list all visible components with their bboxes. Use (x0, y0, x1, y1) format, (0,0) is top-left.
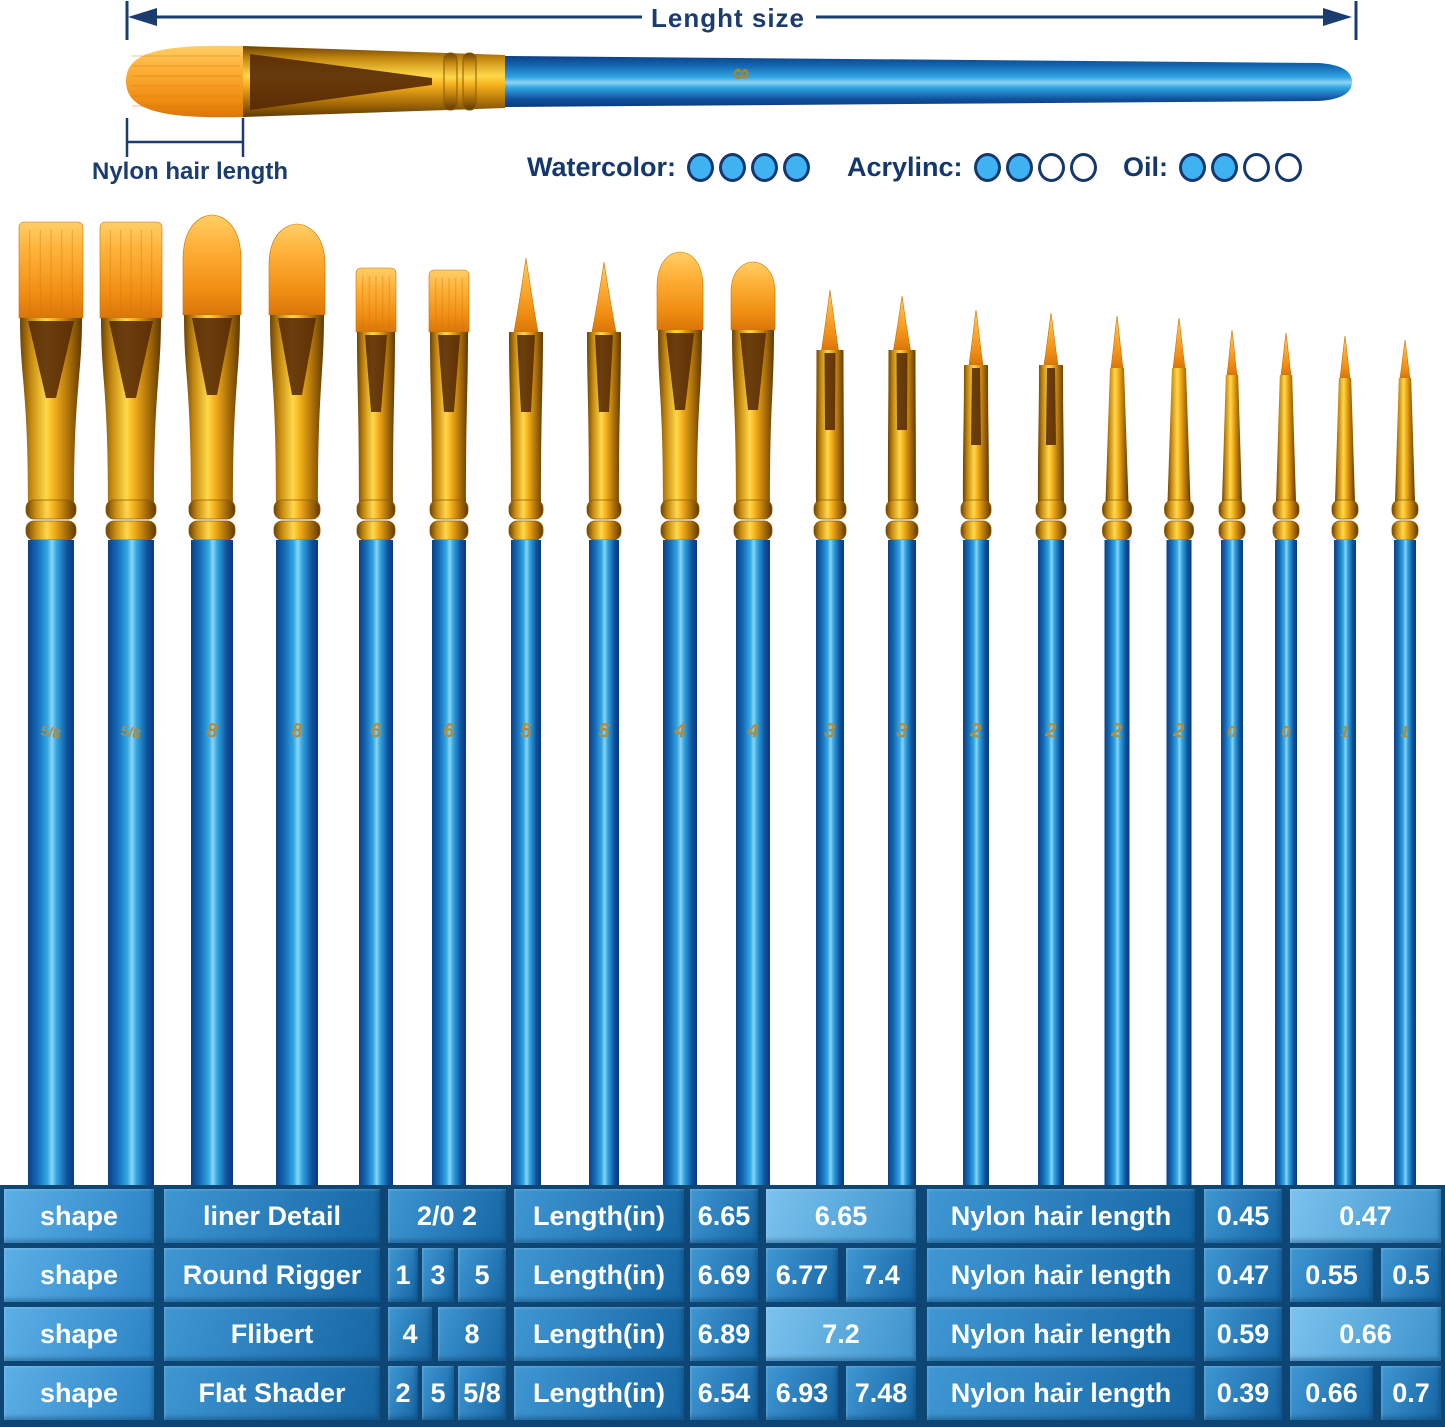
brush-size-label: 2 (1171, 719, 1187, 743)
row-3-length-label: Length(in) (514, 1366, 684, 1420)
brush-size-label: 0 (1225, 723, 1238, 742)
row-2-nylon-0: 0.59 (1204, 1307, 1282, 1361)
paint-rating-dot-empty (1243, 153, 1270, 182)
row-3-nylon-label: Nylon hair length (927, 1366, 1195, 1420)
row-3-nylon-0: 0.39 (1204, 1366, 1282, 1420)
rating-watercolor (527, 152, 810, 183)
paint-rating-dot-empty (1275, 153, 1302, 182)
row-1-nylon-1: 0.55 (1290, 1248, 1373, 1302)
brush-size-label: 2 (1109, 719, 1125, 743)
brush-9-filbert (657, 252, 703, 1189)
paint-rating-dot-filled (1211, 153, 1238, 182)
row-0-length-0: 6.65 (690, 1189, 758, 1243)
brush-10-filbert (731, 262, 775, 1189)
row-3-size-1: 5 (422, 1366, 454, 1420)
nylon-hair-bracket (127, 118, 243, 157)
paint-rating-dot-filled (719, 153, 746, 182)
brush-4-filbert (269, 224, 325, 1189)
brush-size-label: 4 (672, 719, 688, 743)
row-1-nylon-2: 0.5 (1381, 1248, 1441, 1302)
row-2-size-1: 8 (438, 1307, 506, 1361)
brush-11-round (814, 290, 846, 1189)
row-1-size-1: 3 (422, 1248, 454, 1302)
brush-20-liner (1392, 340, 1418, 1189)
row-2-size-0: 4 (388, 1307, 432, 1361)
brush-size-label: 1 (1338, 723, 1351, 742)
row-0-length-1: 6.65 (766, 1189, 916, 1243)
row-3-nylon-1: 0.66 (1290, 1366, 1373, 1420)
row-1-nylon-0: 0.47 (1204, 1248, 1282, 1302)
brush-5-flat (356, 268, 396, 1189)
row-0-shape-label: shape (4, 1189, 154, 1243)
brush-14-round (1036, 313, 1066, 1189)
brush-12-round (886, 296, 918, 1189)
row-2-length-0: 6.89 (690, 1307, 758, 1361)
brush-7-round (509, 258, 543, 1189)
row-3-nylon-2: 0.7 (1381, 1366, 1441, 1420)
row-1-length-1: 6.77 (766, 1248, 838, 1302)
brush-17-liner (1219, 330, 1245, 1189)
brush-1-flat (19, 222, 83, 1189)
row-2-nylon-1: 0.66 (1290, 1307, 1441, 1361)
rating-label: Acrylinc: (847, 152, 963, 182)
rating-acrylinc (847, 152, 1097, 183)
brush-size-label: 6 (368, 719, 384, 743)
brush-size-label: 5/8 (39, 722, 62, 742)
brush-size-label: 8 (289, 719, 305, 743)
brush-size-label: 4 (745, 719, 761, 743)
brush-size-label: 2 (1043, 719, 1059, 743)
paint-rating-dot-empty (1038, 153, 1065, 182)
brush-size-label: 6 (441, 719, 457, 743)
row-1-length-2: 7.4 (846, 1248, 916, 1302)
brush-size-label: 3 (894, 719, 910, 743)
brush-19-liner (1332, 336, 1358, 1189)
brush-18-liner (1273, 333, 1299, 1189)
spec-table (0, 1185, 1445, 1427)
rating-label: Oil: (1123, 152, 1168, 182)
row-3-shape-name: Flat Shader (164, 1366, 380, 1420)
row-0-shape-name: liner Detail (164, 1189, 380, 1243)
rating-oil (1123, 152, 1302, 183)
brush-size-label: 8 (204, 719, 220, 743)
row-1-nylon-label: Nylon hair length (927, 1248, 1195, 1302)
row-2-length-1: 7.2 (766, 1307, 916, 1361)
paint-rating-dot-filled (974, 153, 1001, 182)
brush-13-round (961, 310, 991, 1189)
brush-8-round (587, 262, 621, 1189)
paint-rating-dot-filled (1006, 153, 1033, 182)
row-0-nylon-label: Nylon hair length (927, 1189, 1195, 1243)
row-3-size-0: 2 (388, 1366, 418, 1420)
brush-size-label: 3 (822, 719, 838, 743)
row-2-shape-label: shape (4, 1307, 154, 1361)
row-1-length-label: Length(in) (514, 1248, 684, 1302)
row-3-length-1: 6.93 (766, 1366, 838, 1420)
rating-label: Watercolor: (527, 152, 677, 182)
brush-size-label: 5 (518, 719, 534, 743)
row-3-length-0: 6.54 (690, 1366, 758, 1420)
row-1-shape-label: shape (4, 1248, 154, 1302)
row-0-length-label: Length(in) (514, 1189, 684, 1243)
paint-rating-dot-empty (1070, 153, 1097, 182)
row-0-nylon-1: 0.47 (1290, 1189, 1441, 1243)
row-0-nylon-0: 0.45 (1204, 1189, 1282, 1243)
paint-rating-dot-filled (687, 153, 714, 182)
brush-size-label: 0 (1279, 723, 1292, 742)
row-3-size-2: 5/8 (458, 1366, 506, 1420)
brush-3-filbert (183, 215, 241, 1189)
length-size-label: Lenght size (650, 3, 805, 33)
nylon-hair-length-label: Nylon hair length (91, 158, 288, 185)
brush-size-label: 1 (1398, 723, 1411, 742)
brush-6-flat (429, 270, 469, 1189)
row-1-size-0: 1 (388, 1248, 418, 1302)
brush-size-label: 5 (596, 719, 612, 743)
paint-rating-dot-filled (751, 153, 778, 182)
brush-size-label: 2 (968, 719, 984, 743)
brush-2-flat (100, 222, 162, 1189)
row-2-nylon-label: Nylon hair length (927, 1307, 1195, 1361)
row-1-shape-name: Round Rigger (164, 1248, 380, 1302)
row-3-shape-label: shape (4, 1366, 154, 1420)
paint-rating-dot-filled (783, 153, 810, 182)
row-2-length-label: Length(in) (514, 1307, 684, 1361)
row-1-length-0: 6.69 (690, 1248, 758, 1302)
horizontal-brush-size-label: 8 (729, 68, 752, 80)
row-1-size-2: 5 (458, 1248, 506, 1302)
brush-16-liner (1165, 318, 1194, 1189)
brush-15-liner (1103, 316, 1132, 1189)
row-2-shape-name: Flibert (164, 1307, 380, 1361)
brush-size-label: 5/8 (119, 722, 142, 742)
row-3-length-2: 7.48 (846, 1366, 916, 1420)
row-0-size-0: 2/0 2 (388, 1189, 506, 1243)
paint-rating-dot-filled (1179, 153, 1206, 182)
